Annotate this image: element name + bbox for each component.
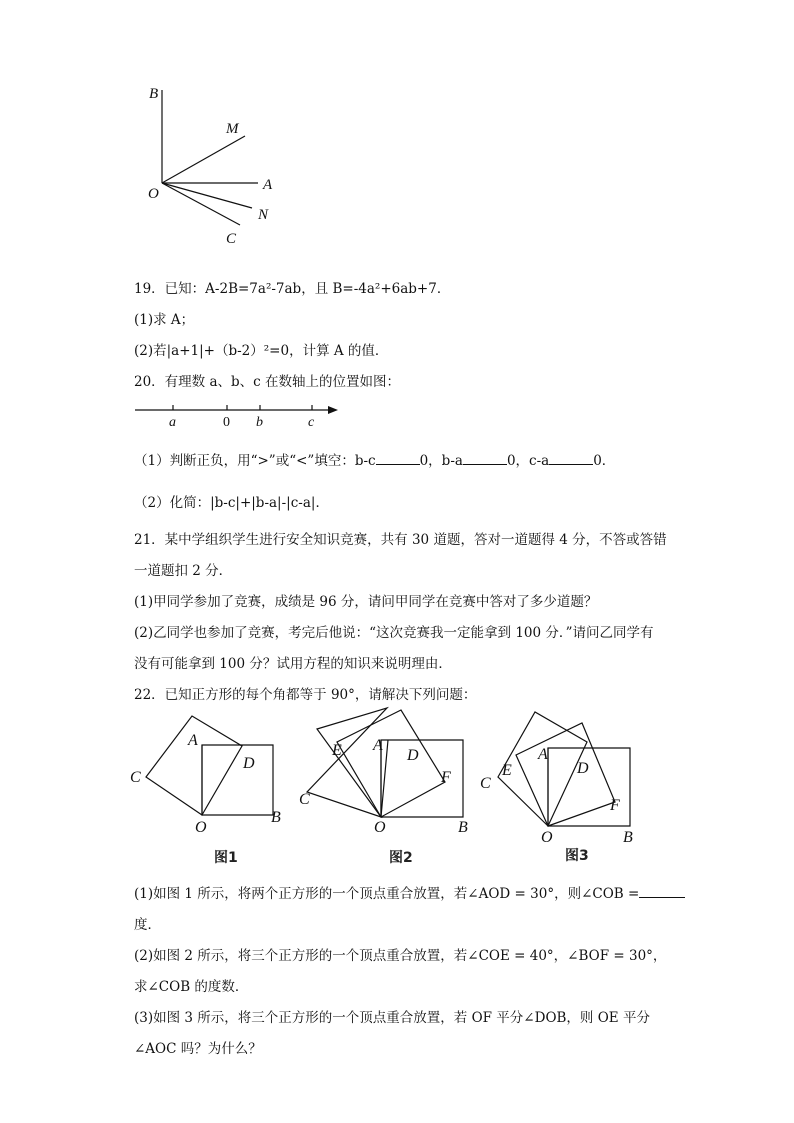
- point-zero: 0: [223, 415, 230, 430]
- fig2-label-f: F: [441, 769, 451, 786]
- fig2-square-f: [337, 710, 445, 817]
- q22-title: 22．已知正方形的每个角都等于 90°，请解决下列问题：: [134, 687, 477, 703]
- fig2-label-o: O: [374, 819, 386, 836]
- number-line: [130, 398, 350, 432]
- point-c: c: [308, 415, 315, 430]
- q22-part2-line2: 求∠COB 的度数．: [134, 979, 249, 995]
- point-b: b: [256, 415, 263, 430]
- fig2-caption: 图2: [389, 850, 413, 866]
- label-m: M: [226, 121, 239, 137]
- fig2-label-b: B: [458, 819, 468, 836]
- ray-oc: [162, 183, 240, 225]
- fig1-label-a: A: [188, 732, 198, 749]
- fig1-label-c: C: [130, 769, 141, 786]
- label-b: B: [149, 86, 159, 102]
- arrow-icon: [328, 406, 338, 414]
- fig1-label-b: B: [271, 809, 281, 826]
- fig2-square-c: [307, 708, 387, 817]
- fig3-label-o: O: [541, 829, 553, 846]
- fig3-label-e: E: [502, 762, 512, 779]
- q22-part1-line2: 度．: [134, 917, 161, 933]
- fig3-label-f: F: [610, 797, 620, 814]
- fig1-square-obda: [202, 745, 273, 815]
- ray-on: [162, 183, 252, 208]
- q22-part3-line1: (3)如图 3 所示，将三个正方形的一个顶点重合放置，若 OF 平分∠DOB，则 OE 平分: [134, 1010, 650, 1026]
- fig1-square-oacd: [146, 716, 242, 815]
- q20-part2: （2）化简：|b-c|+|b-a|-|c-a|．: [134, 495, 329, 511]
- fig1-label-o: O: [195, 819, 207, 836]
- fig2-label-e: E: [332, 742, 342, 759]
- q19-part2: (2)若|a+1|+（b-2）²=0，计算 A 的值．: [134, 343, 389, 359]
- fig2-label-c: C: [299, 791, 310, 808]
- q20-title: 20．有理数 a、b、c 在数轴上的位置如图：: [134, 374, 401, 390]
- fig3-caption: 图3: [565, 848, 589, 864]
- fig3-label-d: D: [577, 760, 589, 777]
- fig3-square-f: [516, 723, 615, 826]
- label-o: O: [148, 186, 159, 202]
- label-a: A: [263, 177, 273, 193]
- point-a: a: [169, 415, 176, 430]
- fig3-label-b: B: [623, 829, 633, 846]
- angle-figure: [140, 80, 290, 250]
- label-n: N: [258, 207, 269, 223]
- q21-part2-line2: 没有可能拿到 100 分？试用方程的知识来说明理由．: [134, 656, 452, 672]
- q21-line2: 一道题扣 2 分．: [134, 563, 233, 579]
- ray-om: [162, 136, 245, 183]
- fig3-label-a: A: [538, 746, 548, 763]
- q20-part1: [134, 449, 615, 469]
- fig3-square-b: [548, 748, 630, 826]
- q20-part1-mid1: 0，b-a: [419, 453, 463, 469]
- q22-part1-line1: [134, 882, 685, 902]
- q21-part2-line1: (2)乙同学也参加了竞赛，考完后他说：“这次竞赛我一定能拿到 100 分．”请问乙同学有: [134, 625, 654, 641]
- q19-title: 19．已知：A-2B=7a²-7ab，且 B=-4a²+6ab+7．: [134, 281, 451, 297]
- q22-part1-text: (1)如图 1 所示，将两个正方形的一个顶点重合放置，若∠AOD = 30°，则∠COB =: [134, 886, 640, 902]
- q20-part1-mid2: 0，c-a: [506, 453, 550, 469]
- q22-part3-line2: ∠AOC 吗？为什么？: [134, 1041, 262, 1057]
- fig1-caption: 图1: [214, 850, 238, 866]
- fig2-label-a: A: [373, 737, 383, 754]
- q20-part1-end: 0．: [593, 453, 616, 469]
- fig1-label-d: D: [243, 755, 255, 772]
- q20-part1-text: （1）判断正负，用“>”或“<”填空：b-c: [134, 453, 376, 469]
- fig2-label-d: D: [407, 747, 419, 764]
- q19-part1: (1)求 A；: [134, 312, 195, 328]
- q21-part1: (1)甲同学参加了竞赛，成绩是 96 分，请问甲同学在竞赛中答对了多少道题？: [134, 594, 598, 610]
- label-c: C: [226, 231, 237, 247]
- q21-line1: 21．某中学组织学生进行安全知识竞赛，共有 30 道题，答对一道题得 4 分，不答或答错: [134, 532, 667, 548]
- fig3-label-c: C: [480, 775, 491, 792]
- q22-part2-line1: (2)如图 2 所示，将三个正方形的一个顶点重合放置，若∠COE = 40°，∠BOF = 30°，: [134, 948, 667, 964]
